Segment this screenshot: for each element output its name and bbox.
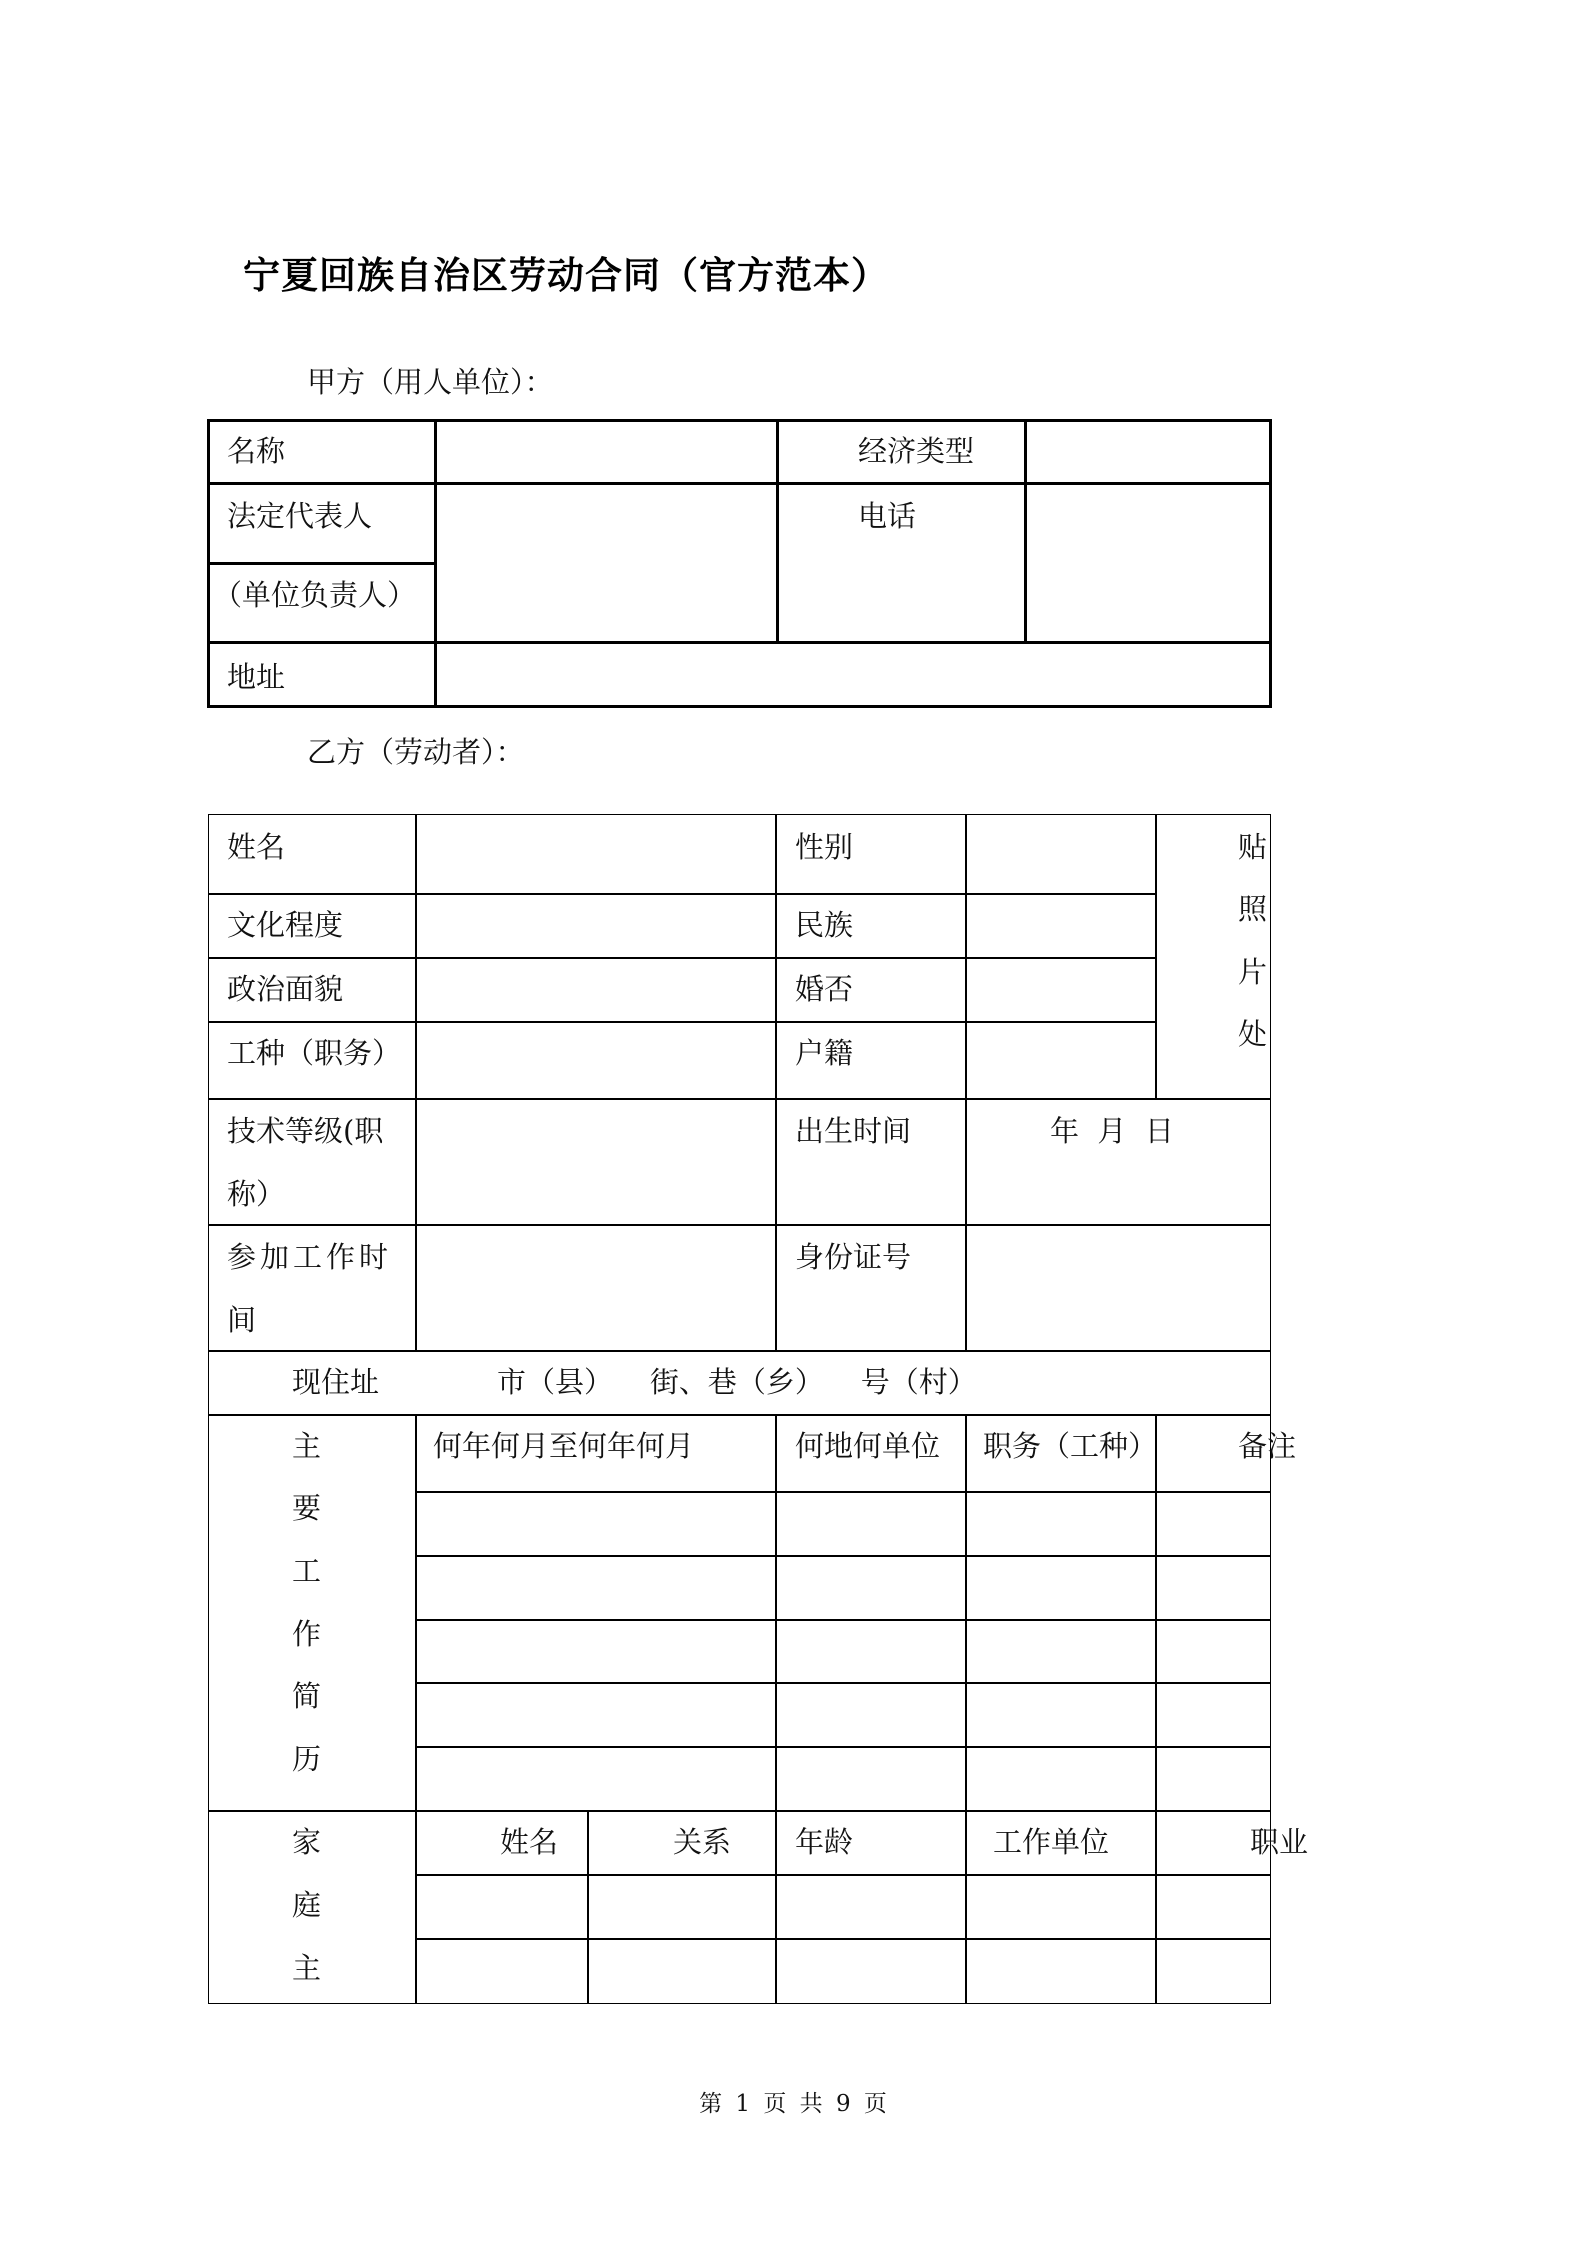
political-status-field[interactable] [417,959,774,1021]
family-char: 家 [292,1825,322,1859]
label-marital-status: 婚否 [795,972,854,1006]
label-work-start-2: 间 [227,1303,257,1337]
work-history-char: 简 [292,1679,322,1713]
label-education: 文化程度 [227,908,344,942]
legal-rep-field[interactable] [437,485,776,641]
label-job-type: 工种（职务） [227,1036,402,1070]
label-phone: 电话 [858,499,917,533]
label-household-reg: 户籍 [795,1036,854,1070]
work-history-row[interactable] [417,1748,1269,1810]
label-tech-grade-1: 技术等级(职 [227,1114,384,1148]
employee-name-field[interactable] [417,816,774,892]
work-history-char: 主 [292,1429,322,1463]
party-b-label: 乙方（劳动者）： [307,735,525,769]
current-address-value[interactable]: 市（县） 街、巷（乡） 号（村） [497,1365,977,1399]
label-legal-rep: 法定代表人 [227,499,373,533]
label-address: 地址 [227,660,286,694]
label-unit-head: （单位负责人） [213,578,417,612]
family-col-occupation: 职业 [1250,1825,1309,1859]
work-history-char: 历 [292,1742,322,1776]
party-a-label: 甲方（用人单位）： [307,365,554,399]
work-history-row[interactable] [417,1493,1269,1555]
work-start-field[interactable] [417,1226,774,1350]
family-col-workplace: 工作单位 [993,1825,1110,1859]
label-ethnicity: 民族 [795,908,854,942]
household-reg-field[interactable] [967,1023,1154,1098]
work-col-employer: 何地何单位 [795,1429,941,1463]
photo-char-1: 贴 [1238,830,1268,864]
job-type-field[interactable] [417,1023,774,1098]
label-name: 名称 [227,434,286,468]
id-number-field[interactable] [967,1226,1269,1350]
label-political-status: 政治面貌 [227,972,344,1006]
ethnicity-field[interactable] [967,895,1154,957]
work-history-row[interactable] [417,1557,1269,1619]
work-history-char: 要 [292,1491,322,1525]
family-char: 庭 [292,1888,322,1922]
photo-char-2: 照 [1238,892,1268,926]
label-economic-type: 经济类型 [858,434,975,468]
education-field[interactable] [417,895,774,957]
work-history-char: 工 [292,1554,322,1588]
document-title: 宁夏回族自治区劳动合同（官方范本） [243,254,889,297]
family-col-name: 姓名 [500,1825,559,1859]
work-history-char: 作 [292,1617,322,1651]
work-col-remarks: 备注 [1238,1429,1297,1463]
employer-address-field[interactable] [437,644,1269,705]
phone-field[interactable] [1027,485,1269,641]
family-col-age: 年龄 [795,1825,854,1859]
label-birth-date: 出生时间 [795,1114,912,1148]
employer-name-field[interactable] [437,422,776,482]
economic-type-field[interactable] [1027,422,1269,482]
gender-field[interactable] [967,816,1154,892]
photo-char-4: 处 [1238,1017,1268,1051]
work-col-position: 职务（工种） [983,1429,1158,1463]
label-id-number: 身份证号 [795,1240,912,1274]
work-history-row[interactable] [417,1621,1269,1682]
work-history-row[interactable] [417,1684,1269,1746]
marital-status-field[interactable] [967,959,1154,1021]
tech-grade-field[interactable] [417,1100,774,1224]
label-current-address: 现住址 [292,1365,380,1399]
family-col-relation: 关系 [673,1825,732,1859]
label-employee-name: 姓名 [227,830,286,864]
label-gender: 性别 [795,830,854,864]
family-row[interactable] [417,1940,1269,2002]
work-col-period: 何年何月至何年何月 [433,1429,695,1463]
label-tech-grade-2: 称） [227,1177,286,1211]
family-char: 主 [292,1951,322,1985]
photo-char-3: 片 [1238,955,1268,989]
label-work-start-1: 参加工作时 [227,1240,393,1274]
page-footer: 第 1 页 共 9 页 [699,2091,887,2117]
family-row[interactable] [417,1876,1269,1938]
birth-date-value[interactable]: 年 月 日 [1050,1114,1174,1148]
